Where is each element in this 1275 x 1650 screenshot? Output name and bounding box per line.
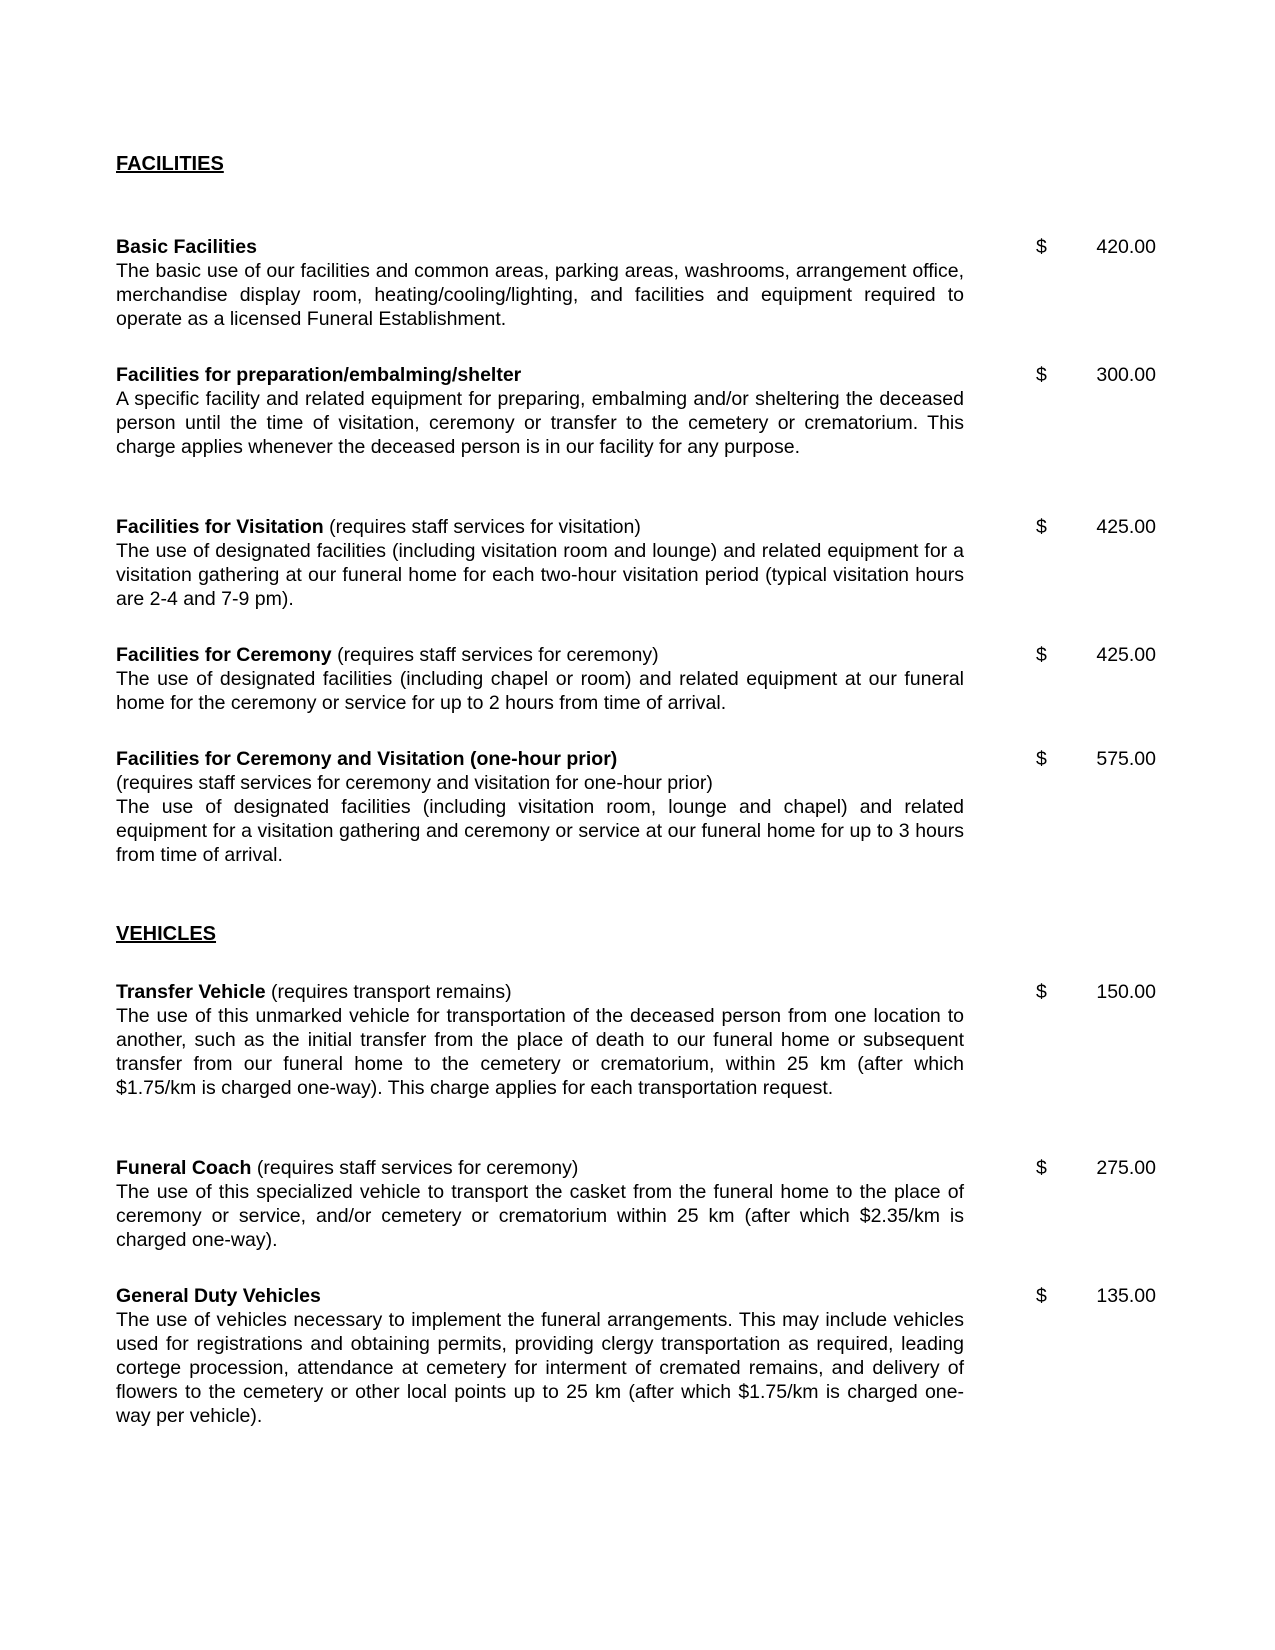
price-item-title-line: [116, 363, 964, 387]
price-item-title: Facilities for Ceremony and Visitation (one-hour prior): [116, 748, 618, 770]
price-item-subnote: (requires staff services for ceremony and visitation for one-hour prior): [116, 772, 713, 794]
price-item-description: The use of designated facilities (including visitation room, lounge and chapel) and related equipment for a visitation gathering and ceremony or service at our funeral home for up to 3 hours from time of arrival.: [116, 796, 964, 866]
price-item-basic-facilities: [116, 235, 1156, 331]
price-item-title-line: [116, 643, 964, 667]
price-item-text: [116, 515, 964, 611]
price-amount: 425.00: [1096, 644, 1156, 666]
price-item-description: The use of designated facilities (including visitation room and lounge) and related equipment for a visitation gathering at our funeral home for each two-hour visitation period (typical visitation hours are 2-4 and 7-9 pm).: [116, 540, 964, 610]
currency-symbol: $: [1036, 364, 1047, 386]
price-amount: 150.00: [1096, 981, 1156, 1003]
price-amount: 575.00: [1096, 748, 1156, 770]
currency-symbol: $: [1036, 236, 1047, 258]
price-item-note: (requires staff services for ceremony): [331, 644, 659, 666]
price-amount: 275.00: [1096, 1157, 1156, 1179]
vehicles-heading: VEHICLES: [116, 923, 217, 945]
price-item-note: (requires staff services for visitation): [323, 516, 641, 538]
price-item-title: Transfer Vehicle: [116, 981, 266, 1003]
price-item-note: (requires transport remains): [265, 981, 512, 1003]
price-item-title-line: [116, 747, 964, 771]
price-item-text: [116, 235, 964, 331]
price-item-title: Facilities for preparation/embalming/shelter: [116, 364, 522, 386]
price-item-transfer-vehicle: [116, 980, 1156, 1100]
price-item-funeral-coach: [116, 1156, 1156, 1252]
price-amount: 420.00: [1096, 236, 1156, 258]
price-item-text: [116, 747, 964, 867]
price-item-text: [116, 1284, 964, 1428]
price-item-preparation-facilities: [116, 363, 1156, 459]
facilities-heading: FACILITIES: [116, 153, 224, 175]
price-item-description: The use of designated facilities (including chapel or room) and related equipment at our funeral home for the ceremony or service for up to 2 hours from time of arrival.: [116, 668, 964, 714]
price-item-title-line: [116, 1284, 964, 1308]
price-item-text: [116, 643, 964, 715]
price-item-ceremony-facilities: [116, 643, 1156, 715]
price-item-title-line: [116, 980, 964, 1004]
price-item-description: The use of this unmarked vehicle for transportation of the deceased person from one location to another, such as the initial transfer from the place of death to our funeral home or subsequent transfer from our funeral home to the cemetery or crematorium, within 25 km (after which $1.75/km is charged one-way). This charge applies for each transportation request.: [116, 1005, 964, 1099]
price-item-title: Facilities for Ceremony: [116, 644, 332, 666]
price-item-text: [116, 1156, 964, 1252]
price-item-note: (requires staff services for ceremony): [251, 1157, 579, 1179]
price-item-ceremony-visitation-facilities: [116, 747, 1156, 867]
price-item-general-duty-vehicles: [116, 1284, 1156, 1428]
price-item-description: A specific facility and related equipment for preparing, embalming and/or sheltering the deceased person until the time of visitation, ceremony or transfer to the cemetery or crematorium. This charge applies whenever the deceased person is in our facility for any purpose.: [116, 388, 964, 458]
price-item-title-line: [116, 515, 964, 539]
price-item-description: The use of this specialized vehicle to transport the casket from the funeral home to the place of ceremony or service, and/or cemetery or crematorium within 25 km (after which $2.35/km is charged one-way).: [116, 1181, 964, 1251]
price-item-title: Facilities for Visitation: [116, 516, 324, 538]
currency-symbol: $: [1036, 644, 1047, 666]
currency-symbol: $: [1036, 516, 1047, 538]
price-item-title: Funeral Coach: [116, 1157, 252, 1179]
price-item-description: The use of vehicles necessary to implement the funeral arrangements. This may include vehicles used for registrations and obtaining permits, providing clergy transportation as required, leading cortege procession, attendance at cemetery for interment of cremated remains, and delivery of flowers to the cemetery or other local points up to 25 km (after which $1.75/km is charged one-way per vehicle).: [116, 1309, 964, 1427]
price-item-title: Basic Facilities: [116, 236, 257, 258]
price-item-text: [116, 363, 964, 459]
currency-symbol: $: [1036, 981, 1047, 1003]
currency-symbol: $: [1036, 1285, 1047, 1307]
price-item-title: General Duty Vehicles: [116, 1285, 321, 1307]
price-item-title-line: [116, 235, 964, 259]
price-item-title-line: [116, 1156, 964, 1180]
price-amount: 300.00: [1096, 364, 1156, 386]
currency-symbol: $: [1036, 1157, 1047, 1179]
currency-symbol: $: [1036, 748, 1047, 770]
price-amount: 135.00: [1096, 1285, 1156, 1307]
price-item-text: [116, 980, 964, 1100]
price-item-visitation-facilities: [116, 515, 1156, 611]
price-item-description: The basic use of our facilities and common areas, parking areas, washrooms, arrangement office, merchandise display room, heating/cooling/lighting, and facilities and equipment required to operate as a licensed Funeral Establishment.: [116, 260, 964, 330]
price-amount: 425.00: [1096, 516, 1156, 538]
